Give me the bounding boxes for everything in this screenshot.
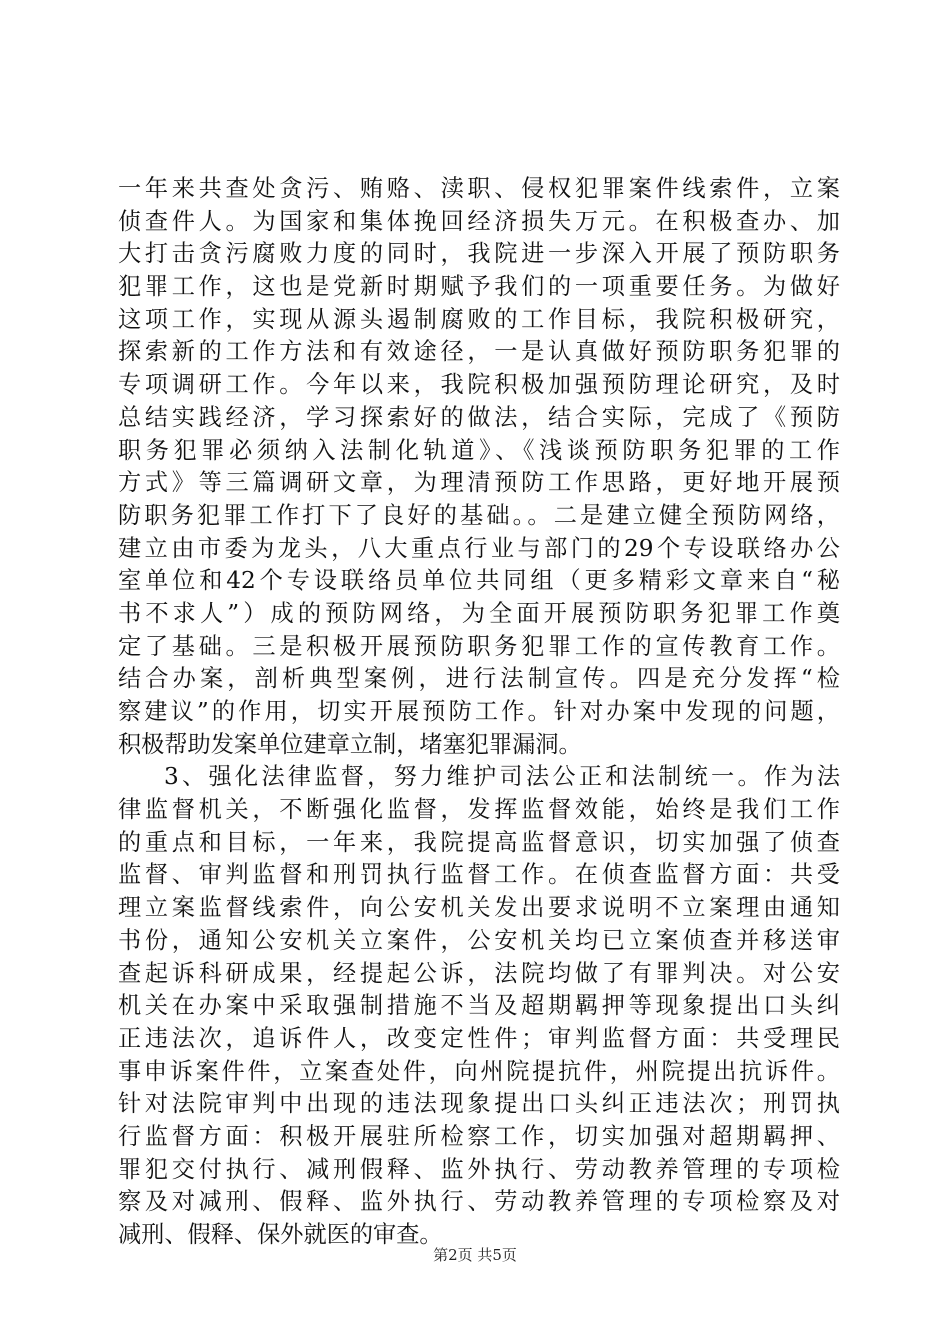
text-line: 方式》等三篇调研文章，为理清预防工作思路，更好地开展预 [118,469,840,497]
text-line: 的重点和目标，一年来，我院提高监督意识，切实加强了侦查 [118,828,840,856]
text-line: 查起诉科研成果，经提起公诉，法院均做了有罪判决。对公安 [118,959,840,987]
text-line: 减刑、假释、保外就医的审查。 [118,1221,443,1248]
text-line: 律监督机关，不断强化监督，发挥监督效能，始终是我们工作 [118,796,840,824]
text-line: 理立案监督线索件，向公安机关发出要求说明不立案理由通知 [118,894,840,922]
text-line: 定了基础。三是积极开展预防职务犯罪工作的宣传教育工作。 [118,632,840,660]
text-line: 行监督方面：积极开展驻所检察工作，切实加强对超期羁押、 [118,1122,840,1150]
text-line: 防职务犯罪工作打下了良好的基础。。二是建立健全预防网络， [118,501,840,529]
text-line: 察及对减刑、假释、监外执行、劳动教养管理的专项检察及对 [118,1188,840,1216]
text-line: 结合办案，剖析典型案例，进行法制宣传。四是充分发挥“检 [118,665,840,693]
document-body [118,173,840,1252]
text-line: 事申诉案件件，立案查处件，向州院提抗件，州院提出抗诉件。 [118,1057,840,1085]
text-line: 书份，通知公安机关立案件，公安机关均已立案侦查并移送审 [118,926,840,954]
text-line: 察建议”的作用，切实开展预防工作。针对办案中发现的问题， [118,698,840,725]
text-line: 职务犯罪必须纳入法制化轨道》、《浅谈预防职务犯罪的工作 [118,436,840,464]
text-line: 犯罪工作，这也是党新时期赋予我们的一项重要任务。为做好 [118,273,840,301]
text-line: 专项调研工作。今年以来，我院积极加强预防理论研究，及时 [118,371,840,399]
page-number-footer: 第2页 共5页 [433,1246,517,1264]
text-line: 建立由市委为龙头，八大重点行业与部门的29个专设联络办公 [118,534,840,562]
text-line: 书不求人”）成的预防网络，为全面开展预防职务犯罪工作奠 [118,599,840,627]
paragraph-legal-supervision [118,761,840,1251]
paragraph-prevention [118,173,840,761]
text-line: 针对法院审判中出现的违法现象提出口头纠正违法次；刑罚执 [118,1090,840,1118]
text-line: 侦查件人。为国家和集体挽回经济损失万元。在积极查办、加 [118,207,840,235]
text-line: 监督、审判监督和刑罚执行监督工作。在侦查监督方面：共受 [118,861,840,889]
text-line: 一年来共查处贪污、贿赂、渎职、侵权犯罪案件线索件，立案 [118,175,840,202]
text-line: 大打击贪污腐败力度的同时，我院进一步深入开展了预防职务 [118,240,840,268]
text-line: 室单位和42个专设联络员单位共同组（更多精彩文章来自“秘 [118,567,840,595]
text-line: 罪犯交付执行、减刑假释、监外执行、劳动教养管理的专项检 [118,1155,840,1183]
text-line: 机关在办案中采取强制措施不当及超期羁押等现象提出口头纠 [118,992,840,1020]
text-line: 3、强化法律监督，努力维护司法公正和法制统一。作为法 [164,763,840,791]
text-line: 探索新的工作方法和有效途径，一是认真做好预防职务犯罪的 [118,338,840,366]
text-line: 正违法次，追诉件人，改变定性件；审判监督方面：共受理民 [118,1024,840,1052]
text-line: 总结实践经济，学习探索好的做法，结合实际，完成了《预防 [118,403,840,431]
text-line: 这项工作，实现从源头遏制腐败的工作目标，我院积极研究， [118,305,840,333]
text-line: 积极帮助发案单位建章立制，堵塞犯罪漏洞。 [118,730,582,758]
